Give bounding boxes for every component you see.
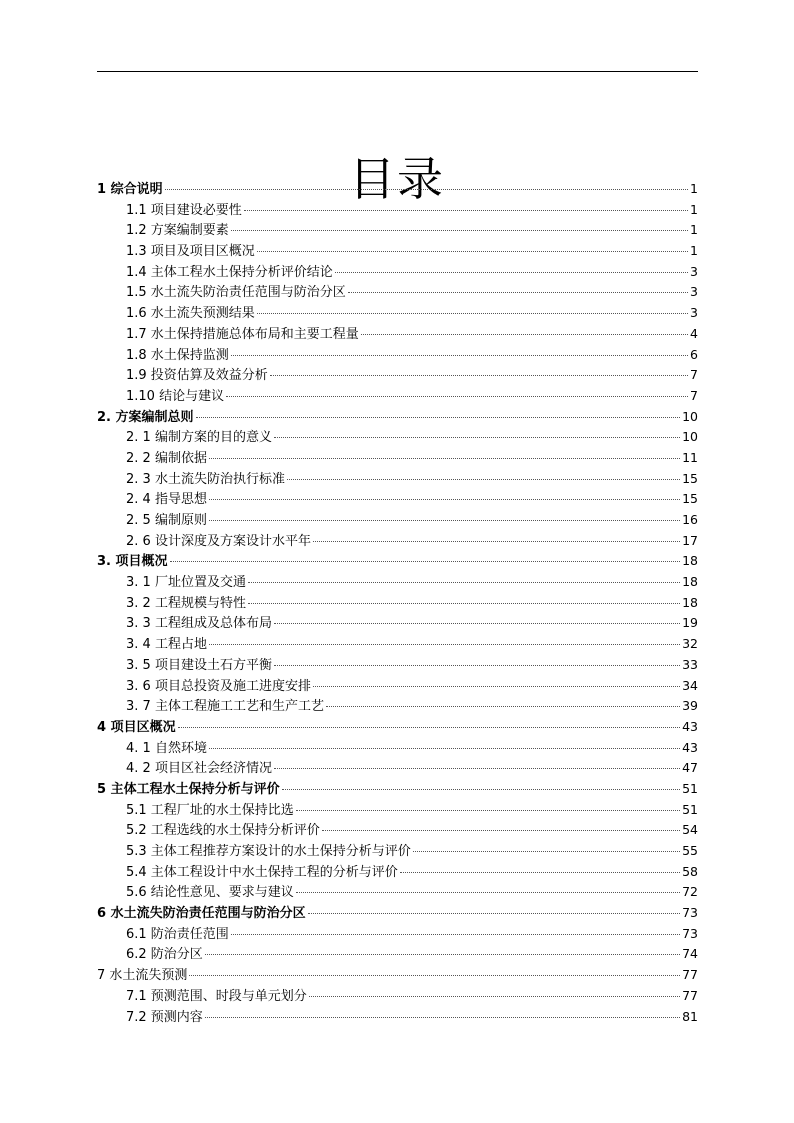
toc-entry-label: 1.8 水土保持监测 bbox=[126, 347, 229, 363]
toc-entry-page-number: 19 bbox=[682, 615, 698, 631]
toc-dot-leader bbox=[231, 355, 688, 356]
toc-entry-page-number: 51 bbox=[682, 801, 698, 817]
toc-entry-page-number: 73 bbox=[682, 905, 698, 921]
header-rule bbox=[97, 71, 698, 72]
toc-entry-label: 5.1 工程厂址的水土保持比选 bbox=[126, 802, 294, 818]
toc-entry-label: 1.4 主体工程水土保持分析评价结论 bbox=[126, 264, 333, 280]
toc-entry-label: 4 项目区概况 bbox=[97, 719, 176, 735]
toc-entry-label: 3. 5 项目建设土石方平衡 bbox=[126, 657, 272, 673]
toc-entry-page-number: 39 bbox=[682, 698, 698, 714]
toc-entry-page-number: 3 bbox=[690, 284, 698, 300]
toc-dot-leader bbox=[231, 230, 688, 231]
toc-entry-label: 3. 1 厂址位置及交通 bbox=[126, 575, 246, 591]
toc-entry-page-number: 81 bbox=[682, 1008, 698, 1024]
toc-entry[interactable] bbox=[97, 531, 698, 552]
toc-dot-leader bbox=[165, 189, 688, 190]
toc-dot-leader bbox=[209, 499, 680, 500]
toc-entry-page-number: 18 bbox=[682, 594, 698, 610]
toc-entry[interactable] bbox=[97, 593, 698, 614]
toc-dot-leader bbox=[335, 272, 688, 273]
toc-dot-leader bbox=[189, 975, 680, 976]
toc-dot-leader bbox=[274, 437, 680, 438]
toc-entry-label: 2. 3 水土流失防治执行标准 bbox=[126, 471, 285, 487]
toc-entry-page-number: 34 bbox=[682, 677, 698, 693]
toc-entry-page-number: 15 bbox=[682, 470, 698, 486]
toc-entry[interactable] bbox=[97, 241, 698, 262]
toc-dot-leader bbox=[205, 954, 680, 955]
toc-entry-page-number: 47 bbox=[682, 760, 698, 776]
toc-dot-leader bbox=[282, 789, 681, 790]
toc-entry-page-number: 3 bbox=[690, 263, 698, 279]
toc-entry[interactable] bbox=[97, 717, 698, 738]
toc-entry[interactable] bbox=[97, 220, 698, 241]
toc-dot-leader bbox=[209, 748, 680, 749]
toc-dot-leader bbox=[309, 996, 680, 997]
toc-entry[interactable] bbox=[97, 696, 698, 717]
toc-entry-label: 2. 6 设计深度及方案设计水平年 bbox=[126, 533, 311, 549]
toc-entry-page-number: 1 bbox=[690, 222, 698, 238]
toc-entry-page-number: 10 bbox=[682, 429, 698, 445]
toc-entry[interactable] bbox=[97, 986, 698, 1007]
toc-entry-label: 7 水土流失预测 bbox=[97, 968, 188, 984]
toc-entry[interactable] bbox=[97, 634, 698, 655]
toc-entry[interactable] bbox=[97, 324, 698, 345]
document-title: 目录 bbox=[349, 151, 445, 206]
toc-entry[interactable] bbox=[97, 448, 698, 469]
toc-entry-page-number: 7 bbox=[690, 367, 698, 383]
toc-entry[interactable] bbox=[97, 758, 698, 779]
toc-entry-label: 5.6 结论性意见、要求与建议 bbox=[126, 885, 294, 901]
toc-dot-leader bbox=[313, 541, 680, 542]
toc-entry-page-number: 58 bbox=[682, 863, 698, 879]
toc-dot-leader bbox=[209, 520, 680, 521]
toc-entry-label: 2. 4 指导思想 bbox=[126, 492, 207, 508]
toc-entry-page-number: 4 bbox=[690, 325, 698, 341]
toc-entry-label: 1.10 结论与建议 bbox=[126, 388, 225, 404]
toc-entry[interactable] bbox=[97, 427, 698, 448]
toc-entry-page-number: 1 bbox=[690, 201, 698, 217]
toc-entry-label: 3. 4 工程占地 bbox=[126, 637, 207, 653]
toc-dot-leader bbox=[274, 623, 680, 624]
toc-entry[interactable] bbox=[97, 572, 698, 593]
toc-entry-label: 1.7 水土保持措施总体布局和主要工程量 bbox=[126, 326, 359, 342]
toc-dot-leader bbox=[287, 479, 680, 480]
toc-dot-leader bbox=[270, 375, 688, 376]
toc-entry[interactable] bbox=[97, 510, 698, 531]
toc-entry-page-number: 11 bbox=[682, 449, 698, 465]
toc-entry[interactable] bbox=[97, 200, 698, 221]
toc-entry-page-number: 72 bbox=[682, 884, 698, 900]
toc-entry-label: 1.3 项目及项目区概况 bbox=[126, 244, 255, 260]
toc-dot-leader bbox=[244, 210, 688, 211]
toc-dot-leader bbox=[209, 644, 680, 645]
toc-entry-label: 5.3 主体工程推荐方案设计的水土保持分析与评价 bbox=[126, 844, 411, 859]
toc-entry[interactable] bbox=[97, 800, 698, 821]
toc-dot-leader bbox=[326, 706, 680, 707]
toc-dot-leader bbox=[205, 1017, 680, 1018]
toc-entry[interactable] bbox=[97, 779, 698, 800]
toc-entry[interactable] bbox=[97, 655, 698, 676]
toc-dot-leader bbox=[231, 934, 680, 935]
table-of-contents bbox=[97, 179, 698, 1027]
toc-dot-leader bbox=[308, 913, 681, 914]
toc-entry-label: 5 主体工程水土保持分析与评价 bbox=[97, 781, 280, 797]
toc-dot-leader bbox=[296, 892, 680, 893]
toc-entry-label: 7.1 预测范围、时段与单元划分 bbox=[126, 988, 307, 1004]
toc-entry[interactable] bbox=[97, 469, 698, 490]
toc-entry[interactable] bbox=[97, 282, 698, 303]
toc-entry-page-number: 32 bbox=[682, 636, 698, 652]
toc-entry-label: 2. 1 编制方案的目的意义 bbox=[126, 430, 272, 446]
toc-entry-page-number: 18 bbox=[682, 553, 698, 569]
toc-dot-leader bbox=[413, 851, 680, 852]
toc-entry-page-number: 33 bbox=[682, 656, 698, 672]
toc-entry[interactable] bbox=[97, 551, 698, 572]
toc-entry-label: 4. 2 项目区社会经济情况 bbox=[126, 761, 272, 777]
toc-entry-label: 3. 6 项目总投资及施工进度安排 bbox=[126, 678, 311, 694]
toc-dot-leader bbox=[296, 810, 680, 811]
toc-dot-leader bbox=[274, 768, 680, 769]
toc-entry-page-number: 54 bbox=[682, 822, 698, 838]
toc-dot-leader bbox=[274, 665, 680, 666]
toc-entry-page-number: 15 bbox=[682, 491, 698, 507]
toc-entry-page-number: 51 bbox=[682, 780, 698, 796]
toc-entry-page-number: 1 bbox=[690, 243, 698, 259]
toc-dot-leader bbox=[348, 292, 688, 293]
toc-dot-leader bbox=[248, 603, 680, 604]
toc-dot-leader bbox=[196, 417, 681, 418]
toc-entry[interactable] bbox=[97, 613, 698, 634]
toc-entry[interactable] bbox=[97, 924, 698, 945]
toc-entry-page-number: 16 bbox=[682, 512, 698, 527]
toc-entry[interactable] bbox=[97, 262, 698, 283]
toc-entry-page-number: 74 bbox=[682, 946, 698, 962]
toc-entry[interactable] bbox=[97, 345, 698, 366]
toc-entry-label: 6.1 防治责任范围 bbox=[126, 926, 229, 942]
toc-dot-leader bbox=[313, 686, 680, 687]
toc-entry[interactable] bbox=[97, 820, 698, 841]
toc-entry-page-number: 1 bbox=[690, 181, 698, 196]
toc-entry-label: 1.1 项目建设必要性 bbox=[126, 202, 242, 218]
toc-entry-page-number: 77 bbox=[682, 967, 698, 983]
toc-entry-label: 1.6 水土流失预测结果 bbox=[126, 306, 255, 322]
toc-entry[interactable] bbox=[97, 862, 698, 883]
toc-entry-label: 2. 方案编制总则 bbox=[97, 409, 194, 425]
toc-entry-label: 1.5 水土流失防治责任范围与防治分区 bbox=[126, 285, 346, 301]
toc-entry[interactable] bbox=[97, 738, 698, 759]
toc-entry-label: 3. 2 工程规模与特性 bbox=[126, 595, 246, 611]
toc-dot-leader bbox=[400, 872, 680, 873]
toc-entry-label: 3. 7 主体工程施工工艺和生产工艺 bbox=[126, 699, 324, 715]
toc-entry-label: 2. 2 编制依据 bbox=[126, 450, 207, 466]
toc-dot-leader bbox=[361, 334, 688, 335]
toc-entry-page-number: 73 bbox=[682, 925, 698, 941]
toc-entry[interactable] bbox=[97, 303, 698, 324]
toc-dot-leader bbox=[178, 727, 681, 728]
toc-entry-label: 1 综合说明 bbox=[97, 182, 163, 197]
toc-dot-leader bbox=[257, 313, 688, 314]
toc-dot-leader bbox=[248, 582, 680, 583]
toc-dot-leader bbox=[322, 830, 680, 831]
toc-entry-page-number: 6 bbox=[690, 346, 698, 362]
toc-entry-page-number: 18 bbox=[682, 574, 698, 590]
toc-entry-page-number: 17 bbox=[682, 532, 698, 548]
toc-entry-label: 3. 3 工程组成及总体布局 bbox=[126, 616, 272, 632]
toc-entry-label: 3. 项目概况 bbox=[97, 554, 168, 570]
toc-entry-label: 6 水土流失防治责任范围与防治分区 bbox=[97, 906, 306, 922]
toc-dot-leader bbox=[257, 251, 688, 252]
toc-entry-page-number: 43 bbox=[682, 718, 698, 734]
toc-entry-label: 5.2 工程选线的水土保持分析评价 bbox=[126, 823, 320, 839]
toc-entry[interactable] bbox=[97, 944, 698, 965]
toc-entry-label: 5.4 主体工程设计中水土保持工程的分析与评价 bbox=[126, 864, 398, 880]
toc-dot-leader bbox=[209, 458, 680, 459]
toc-entry[interactable] bbox=[97, 407, 698, 428]
toc-entry-label: 4. 1 自然环境 bbox=[126, 740, 207, 756]
toc-entry[interactable] bbox=[97, 365, 698, 386]
toc-entry-page-number: 3 bbox=[690, 305, 698, 321]
toc-entry-page-number: 55 bbox=[682, 843, 698, 858]
toc-entry[interactable] bbox=[97, 1007, 698, 1028]
toc-entry-page-number: 77 bbox=[682, 987, 698, 1003]
toc-entry-page-number: 43 bbox=[682, 739, 698, 755]
toc-entry[interactable] bbox=[97, 882, 698, 903]
toc-entry[interactable] bbox=[97, 386, 698, 407]
toc-entry-label: 2. 5 编制原则 bbox=[126, 513, 207, 528]
toc-entry[interactable] bbox=[97, 489, 698, 510]
toc-dot-leader bbox=[170, 561, 681, 562]
toc-entry-page-number: 10 bbox=[682, 408, 698, 424]
toc-entry[interactable] bbox=[97, 179, 698, 200]
toc-entry-label: 1.9 投资估算及效益分析 bbox=[126, 368, 268, 384]
toc-entry-label: 6.2 防治分区 bbox=[126, 947, 203, 963]
toc-entry[interactable] bbox=[97, 676, 698, 697]
toc-entry[interactable] bbox=[97, 965, 698, 986]
toc-entry[interactable] bbox=[97, 903, 698, 924]
toc-entry-page-number: 7 bbox=[690, 387, 698, 403]
toc-entry-label: 1.2 方案编制要素 bbox=[126, 223, 229, 239]
toc-entry[interactable] bbox=[97, 841, 698, 862]
toc-dot-leader bbox=[226, 396, 688, 397]
toc-entry-label: 7.2 预测内容 bbox=[126, 1009, 203, 1025]
